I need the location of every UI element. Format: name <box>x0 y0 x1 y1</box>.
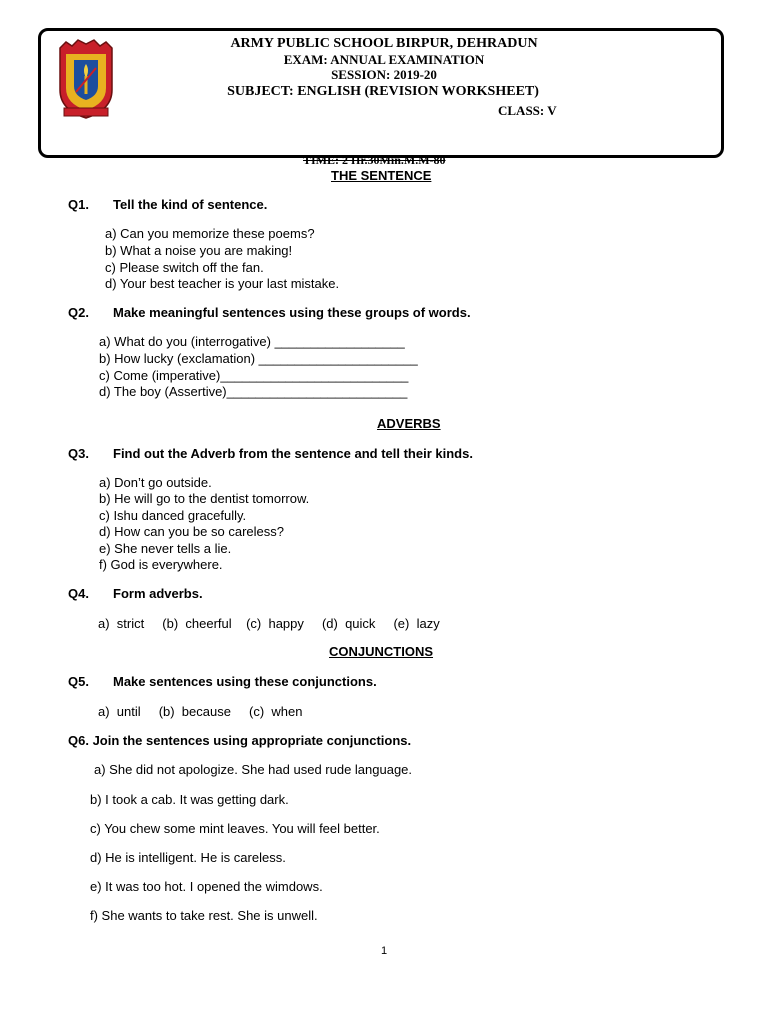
q2-item: b) How lucky (exclamation) ______________________ <box>99 351 418 366</box>
q6-text: Q6. Join the sentences using appropriate conjunctions. <box>68 733 412 748</box>
q5-number: Q5. <box>68 674 89 689</box>
page-number: 1 <box>381 945 388 957</box>
q6-item: d) He is intelligent. He is careless. <box>90 850 286 865</box>
time-marks: TIME: 2 Hr.30Min.M.M-80 <box>303 153 446 167</box>
q3-item: c) Ishu danced gracefully. <box>99 508 247 523</box>
q2-item: c) Come (imperative)__________________________ <box>99 368 409 383</box>
q2-item: d) The boy (Assertive)_________________________ <box>99 384 408 399</box>
q5-text: Make sentences using these conjunctions. <box>113 674 377 689</box>
q3-item: b) He will go to the dentist tomorrow. <box>99 491 310 506</box>
q1-item: c) Please switch off the fan. <box>105 260 264 275</box>
q6-item: b) I took a cab. It was getting dark. <box>90 792 289 807</box>
subject: SUBJECT: ENGLISH (REVISION WORKSHEET) <box>227 84 539 99</box>
section-adverbs: ADVERBS <box>377 416 441 431</box>
q1-number: Q1. <box>68 197 89 212</box>
section-sentence: THE SENTENCE <box>331 168 432 183</box>
q6-item: f) She wants to take rest. She is unwell. <box>90 908 318 923</box>
q6-item: e) It was too hot. I opened the wimdows. <box>90 879 323 894</box>
q1-item: b) What a noise you are making! <box>105 243 293 258</box>
q3-item: a) Don’t go outside. <box>99 475 212 490</box>
q5-options: a) until (b) because (c) when <box>98 704 303 719</box>
q3-item: e) She never tells a lie. <box>99 541 232 556</box>
section-conjunctions: CONJUNCTIONS <box>329 644 434 659</box>
q4-options: a) strict (b) cheerful (c) happy (d) quick (e) lazy <box>98 616 440 631</box>
q1-text: Tell the kind of sentence. <box>113 197 268 212</box>
q2-text: Make meaningful sentences using these groups of words. <box>113 305 471 320</box>
q1-item: a) Can you memorize these poems? <box>105 226 315 241</box>
session: SESSION: 2019-20 <box>331 67 437 82</box>
q1-item: d) Your best teacher is your last mistake. <box>105 276 340 291</box>
q4-text: Form adverbs. <box>113 586 203 601</box>
q3-text: Find out the Adverb from the sentence and tell their kinds. <box>113 446 473 461</box>
q2-item: a) What do you (interrogative) __________________ <box>99 334 405 349</box>
school-name: ARMY PUBLIC SCHOOL BIRPUR, DEHRADUN <box>230 36 538 51</box>
exam-title: EXAM: ANNUAL EXAMINATION <box>283 52 485 67</box>
q3-item: d) How can you be so careless? <box>99 524 284 539</box>
q3-item: f) God is everywhere. <box>99 557 223 572</box>
q2-number: Q2. <box>68 305 89 320</box>
q6-item: a) She did not apologize. She had used rude language. <box>94 762 413 777</box>
q3-number: Q3. <box>68 446 89 461</box>
q6-item: c) You chew some mint leaves. You will feel better. <box>90 821 380 836</box>
class-label: CLASS: V <box>498 103 557 118</box>
q4-number: Q4. <box>68 586 89 601</box>
